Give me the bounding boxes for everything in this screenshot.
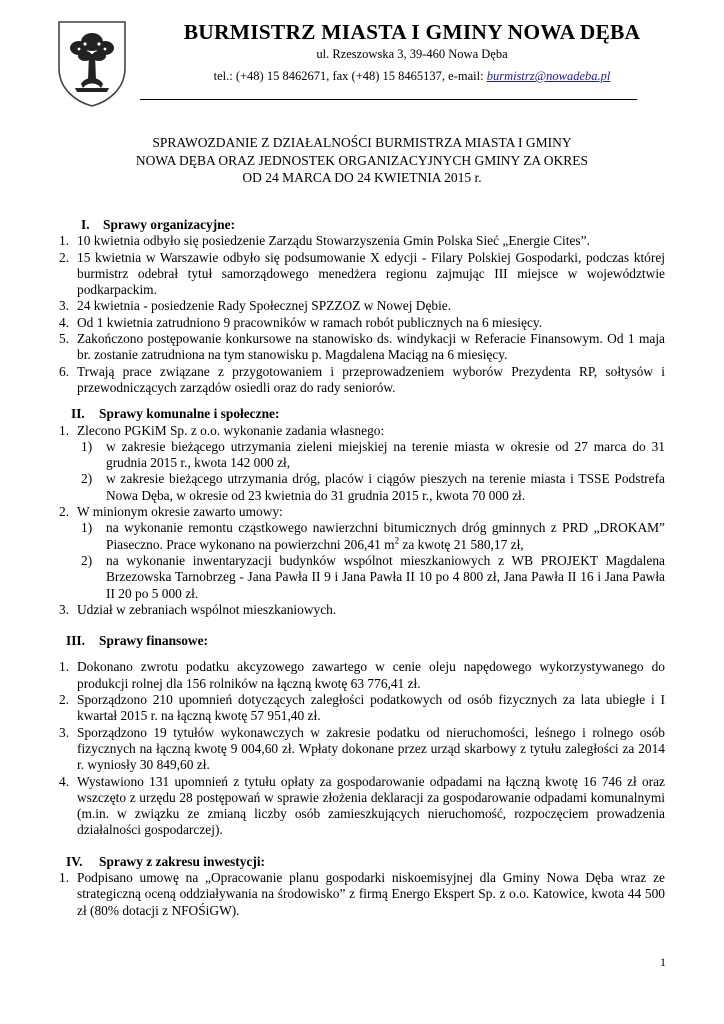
section-list <box>59 233 665 396</box>
item-number: 2. <box>59 504 70 520</box>
header-contact <box>140 69 684 84</box>
section-title: Sprawy organizacyjne: <box>103 217 236 232</box>
section-number: II. <box>71 406 85 422</box>
sub-item-number: 1) <box>81 520 93 536</box>
item-number: 4. <box>59 773 70 789</box>
item-text: 10 kwietnia odbyło się posiedzenie Zarządu Stowarzyszenia Gmin Polska Sieć „Energie Cites”. <box>77 233 590 249</box>
sub-item-text: w zakresie bieżącego utrzymania dróg, placów i ciągów pieszych na terenie miasta i TSSE Podstrefa Nowa Dęba, w okresie od 23 kwietnia do 31 grudnia 2015 r., kwota 70 000 zł. <box>106 471 665 503</box>
list-item <box>59 725 665 774</box>
item-text: Dokonano zwrotu podatku akcyzowego zawartego w cenie oleju napędowego wykorzystywanego do produkcji rolnej dla 156 rolników na łączną kwotę 63 776,41 zł. <box>77 659 665 691</box>
report-title-line-1: SPRAWOZDANIE Z DZIAŁALNOŚCI BURMISTRZA MIASTA I GMINY <box>152 135 572 150</box>
item-number: 1. <box>59 233 70 249</box>
section-heading <box>59 217 665 233</box>
section-financial <box>59 633 665 839</box>
item-text: Sporządzono 19 tytułów wykonawczych w zakresie podatku od nieruchomości, leśnego i rolnego osób fizycznych na łączną kwotę 9 004,60 zł. Wpłaty dokonane przez urząd skarbowy z tytułu zaległości za 2014 r. wyniosły 30 849,60 zł. <box>77 724 665 773</box>
section-list <box>59 602 665 618</box>
item-number: 6. <box>59 363 70 379</box>
header-contact-text: tel.: (+48) 15 8462671, fax (+48) 15 8465137, e-mail: <box>213 69 487 83</box>
item-number: 1. <box>59 422 70 438</box>
item-number: 3. <box>59 298 70 314</box>
report-body <box>59 217 665 919</box>
item-text: Od 1 kwietnia zatrudniono 9 pracowników w ramach robót publicznych na 6 miesięcy. <box>77 314 543 330</box>
sub-list-item <box>59 439 665 472</box>
sub-item-number: 2) <box>81 471 93 487</box>
sub-list <box>59 439 665 504</box>
sub-item-text: na wykonanie inwentaryzacji budynków wspólnot mieszkaniowych z WB PROJEKT Magdalena Brzezowska Tarnobrzeg - Jana Pawła II 9 i Jana Pawła II 10 po 4 800 zł, Jana Pawła II 16 i Jana Pawła II 20 po 5 000 zł. <box>106 552 665 601</box>
header-title: BURMISTRZ MIASTA I GMINY NOWA DĘBA <box>183 20 641 44</box>
item-text: Zakończono postępowanie konkursowe na stanowisko ds. windykacji w Referacie Finansowym. Od 1 maja br. zostanie zatrudniona na tym stanowisku p. Magdalena Maciąg na 6 miesięcy. <box>77 331 665 363</box>
header-address: ul. Rzeszowska 3, 39-460 Nowa Dęba <box>316 47 508 61</box>
list-item <box>59 331 665 364</box>
list-item <box>59 233 665 249</box>
list-item <box>59 774 665 839</box>
item-number: 1. <box>59 869 70 885</box>
list-item <box>59 504 665 520</box>
sub-item-text-a: na wykonanie remontu cząstkowego nawierzchni bitumicznych dróg gminnych z PRD „DROKAM” Piaseczno. Prace wykonano na powierzchni 206,41 m <box>106 520 665 552</box>
item-number: 1. <box>59 659 70 675</box>
item-text: Podpisano umowę na „Opracowanie planu gospodarki niskoemisyjnej dla Gminy Nowa Dęba wraz ze strategiczną oceną oddziaływania na środowisko” z firmą Energo Ekspert Sp. z o.o. Katowice, kwota 44 500 zł (80% dotacji z NFOŚiGW). <box>77 869 665 918</box>
sub-item-text <box>106 520 665 553</box>
list-item <box>59 602 665 618</box>
list-item <box>59 659 665 692</box>
email-link[interactable]: burmistrz@nowadeba.pl <box>486 69 611 83</box>
section-list <box>59 423 665 439</box>
list-item <box>59 315 665 331</box>
section-list <box>59 659 665 838</box>
section-title: Sprawy z zakresu inwestycji: <box>99 853 266 869</box>
item-text: 15 kwietnia w Warszawie odbyło się podsumowanie X edycji - Filary Polskiej Gospodarki, podczas której burmistrz odebrał tytuł samorządowego menedżera regionu zajmując III miejsce w województwie podkarpackim. <box>77 249 665 298</box>
list-item <box>59 870 665 919</box>
report-title <box>60 134 664 187</box>
item-text: Udział w zebraniach wspólnot mieszkaniowych. <box>77 601 337 617</box>
header-divider <box>140 99 637 100</box>
section-number: I. <box>81 217 90 232</box>
sub-item-number: 2) <box>81 552 93 568</box>
item-text: Trwają prace związane z przygotowaniem i przeprowadzeniem wyborów Prezydenta RP, sołtysów i przewodniczących zarządów osiedli oraz do rady seniorów. <box>77 363 665 395</box>
list-item <box>59 423 665 439</box>
item-number: 5. <box>59 331 70 347</box>
item-number: 3. <box>59 724 70 740</box>
list-item <box>59 364 665 397</box>
item-number: 2. <box>59 249 70 265</box>
section-heading <box>59 854 665 870</box>
sub-list <box>59 520 665 601</box>
section-title: Sprawy finansowe: <box>99 633 208 649</box>
item-text: Sporządzono 210 upomnień dotyczących zaległości podatkowych od osób fizycznych za lata ubiegłe i I kwartał 2015 r. na łączną kwotę 57 951,40 zł. <box>77 692 665 724</box>
section-heading <box>59 633 665 649</box>
section-heading <box>59 406 665 422</box>
report-title-line-3: OD 24 MARCA DO 24 KWIETNIA 2015 r. <box>242 170 482 185</box>
item-text: W minionym okresie zawarto umowy: <box>77 504 283 520</box>
list-item <box>59 298 665 314</box>
item-text: Wystawiono 131 upomnień z tytułu opłaty za gospodarowanie odpadami na łączną kwotę 16 746 zł oraz wszczęto z urzędu 28 postępowań w sprawie złożenia deklaracji za gospodarowanie odpadami komunalnymi (m.in. w związku ze zmianą liczby osób zamieszkujących nieruchomość, rozpoczęciem prowadzenia działalności gospodarczej). <box>77 773 665 838</box>
section-list <box>59 504 665 520</box>
item-number: 3. <box>59 601 70 617</box>
section-number: III. <box>66 633 85 649</box>
section-organizational <box>59 217 665 396</box>
item-number: 4. <box>59 314 70 330</box>
sub-list-item <box>59 553 665 602</box>
item-number: 2. <box>59 692 70 708</box>
coat-of-arms-icon <box>55 18 129 108</box>
superscript: 2 <box>394 535 400 546</box>
sub-item-number: 1) <box>81 438 93 454</box>
section-municipal <box>59 406 665 618</box>
section-investments <box>59 854 665 919</box>
item-text: Zlecono PGKiM Sp. z o.o. wykonanie zadania własnego: <box>77 422 385 438</box>
sub-item-text: w zakresie bieżącego utrzymania zieleni miejskiej na terenie miasta w okresie od 27 marca do 31 grudnia 2015 r., kwota 142 000 zł, <box>106 438 665 471</box>
section-title: Sprawy komunalne i społeczne: <box>99 406 280 422</box>
report-title-line-2: NOWA DĘBA ORAZ JEDNOSTEK ORGANIZACYJNYCH GMINY ZA OKRES <box>135 152 589 168</box>
list-item <box>59 692 665 725</box>
sub-item-text-b: za kwotę 21 580,17 zł, <box>399 536 524 552</box>
section-number: IV. <box>66 853 83 869</box>
section-list <box>59 870 665 919</box>
sub-list-item <box>59 520 665 553</box>
list-item <box>59 250 665 299</box>
item-text: 24 kwietnia - posiedzenie Rady Społecznej SPZZOZ w Nowej Dębie. <box>77 298 452 314</box>
sub-list-item <box>59 471 665 504</box>
page-number: 1 <box>660 955 666 969</box>
